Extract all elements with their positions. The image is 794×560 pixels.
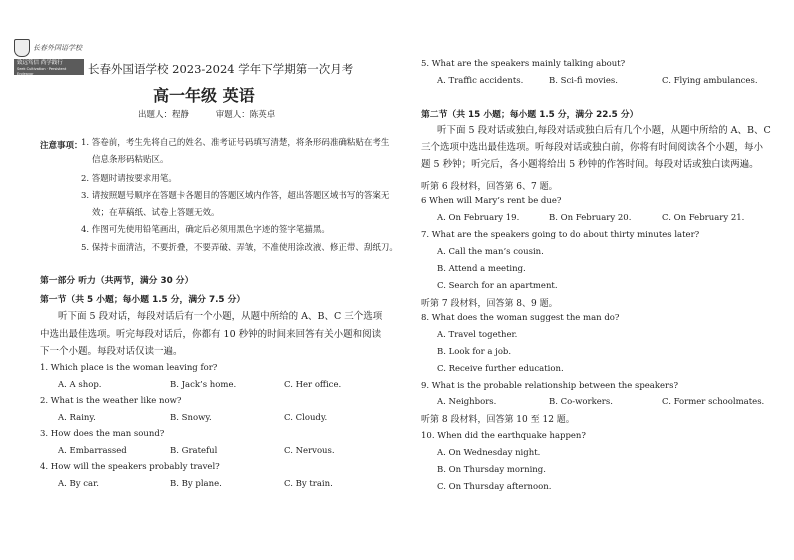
question-setter: 出题人：程静 bbox=[138, 110, 190, 120]
option-7b: B. Attend a meeting. bbox=[437, 264, 526, 274]
notice-item: 1. 答卷前，考生先将自己的姓名、准考证号码填写清楚，将条形码准确粘贴在考生 bbox=[81, 138, 390, 148]
option-9a: A. Neighbors. bbox=[437, 397, 497, 407]
option-5b: B. Sci-fi movies. bbox=[549, 76, 618, 86]
question-6: 6 When will Mary’s rent be due? bbox=[421, 196, 562, 206]
part1-heading: 第一部分 听力（共两节，满分 30 分） bbox=[40, 276, 194, 286]
question-9: 9. What is the probable relationship between the speakers? bbox=[421, 381, 679, 391]
option-6b: B. On February 20. bbox=[549, 213, 632, 223]
logo-motto: 致远笃信 尚学践行 bbox=[17, 60, 63, 66]
instruction-line: 中选出最佳选项。听完每段对话后，你都有 10 秒钟的时间来回答有关小题和阅读 bbox=[40, 329, 382, 340]
option-9b: B. Co-workers. bbox=[549, 397, 613, 407]
question-10: 10. When did the earthquake happen? bbox=[421, 431, 586, 441]
section2-heading: 第二节（共 15 小题；每小题 1.5 分，满分 22.5 分） bbox=[421, 110, 639, 120]
logo-motto-band bbox=[14, 59, 84, 75]
notice-item: 效；在草稿纸、试卷上答题无效。 bbox=[92, 208, 220, 218]
option-10c: C. On Thursday afternoon. bbox=[437, 482, 552, 492]
option-9c: C. Former schoolmates. bbox=[662, 397, 765, 407]
passage-note-7: 听第 7 段材料，回答第 8、9 题。 bbox=[421, 299, 558, 309]
option-4a: A. By car. bbox=[58, 479, 99, 489]
logo-motto-english: Seek Cultivation · Persistent Endeavor bbox=[17, 67, 67, 76]
option-5a: A. Traffic accidents. bbox=[437, 76, 524, 86]
instruction-line: 听下面 5 段对话或独白,每段对话或独白后有几个小题，从题中所给的 A、B、C bbox=[437, 125, 771, 136]
question-7: 7. What are the speakers going to do about thirty minutes later? bbox=[421, 230, 700, 240]
question-8: 8. What does the woman suggest the man do? bbox=[421, 313, 620, 323]
option-4b: B. By plane. bbox=[170, 479, 222, 489]
grade-subject: 高一年级 英语 bbox=[153, 86, 255, 105]
section1-heading: 第一节（共 5 小题；每小题 1.5 分，满分 7.5 分） bbox=[40, 295, 246, 305]
option-1b: B. Jack’s home. bbox=[170, 380, 237, 390]
option-2b: B. Snowy. bbox=[170, 413, 212, 423]
question-4: 4. How will the speakers probably travel? bbox=[40, 462, 220, 472]
option-6c: C. On February 21. bbox=[662, 213, 745, 223]
option-3c: C. Nervous. bbox=[284, 446, 335, 456]
school-crest-icon bbox=[14, 39, 30, 57]
question-5: 5. What are the speakers mainly talking about? bbox=[421, 59, 626, 69]
option-7a: A. Call the man’s cousin. bbox=[437, 247, 544, 257]
option-10a: A. On Wednesday night. bbox=[437, 448, 541, 458]
passage-note-6: 听第 6 段材料，回答第 6、7 题。 bbox=[421, 182, 558, 192]
exam-title: 长春外国语学校 2023-2024 学年下学期第一次月考 bbox=[88, 62, 354, 76]
setters-line bbox=[138, 108, 299, 120]
notice-item: 3. 请按照题号顺序在答题卡各题目的答题区域内作答，超出答题区域书写的答案无 bbox=[81, 191, 390, 201]
option-3b: B. Grateful bbox=[170, 446, 218, 456]
notice-item: 信息条形码粘贴区。 bbox=[92, 155, 169, 165]
school-logo bbox=[14, 37, 84, 77]
notice-label: 注意事项： bbox=[40, 141, 83, 151]
option-8b: B. Look for a job. bbox=[437, 347, 512, 357]
option-1a: A. A shop. bbox=[58, 380, 102, 390]
question-1: 1. Which place is the woman leaving for? bbox=[40, 363, 218, 373]
option-5c: C. Flying ambulances. bbox=[662, 76, 758, 86]
instruction-line: 听下面 5 段对话，每段对话后有一个小题，从题中所给的 A、B、C 三个选项 bbox=[58, 311, 383, 322]
option-7c: C. Search for an apartment. bbox=[437, 281, 558, 291]
notice-item: 5. 保持卡面清洁，不要折叠，不要弄破、弄皱，不准使用涂改液、修正带、刮纸刀。 bbox=[81, 243, 398, 253]
instruction-line: 下一个小题。每段对话仅读一遍。 bbox=[40, 346, 183, 357]
question-2: 2. What is the weather like now? bbox=[40, 396, 182, 406]
option-10b: B. On Thursday morning. bbox=[437, 465, 546, 475]
option-2a: A. Rainy. bbox=[58, 413, 96, 423]
passage-note-8: 听第 8 段材料，回答第 10 至 12 题。 bbox=[421, 415, 575, 425]
notice-item: 4. 作图可先使用铅笔画出，确定后必须用黑色字迹的签字笔描黑。 bbox=[81, 225, 330, 235]
option-1c: C. Her office. bbox=[284, 380, 342, 390]
option-8a: A. Travel together. bbox=[437, 330, 518, 340]
option-2c: C. Cloudy. bbox=[284, 413, 328, 423]
question-3: 3. How does the man sound? bbox=[40, 429, 165, 439]
option-4c: C. By train. bbox=[284, 479, 333, 489]
instruction-line: 三个选项中选出最佳选项。听每段对话或独白前，你将有时间阅读各个小题，每小 bbox=[421, 142, 764, 153]
logo-school-name: 长春外国语学校 bbox=[33, 44, 82, 52]
option-6a: A. On February 19. bbox=[437, 213, 520, 223]
option-3a: A. Embarrassed bbox=[58, 446, 127, 456]
instruction-line: 题 5 秒钟；听完后，各小题将给出 5 秒钟的作答时间。每段对话或独白读两遍。 bbox=[421, 159, 759, 170]
option-8c: C. Receive further education. bbox=[437, 364, 564, 374]
notice-item: 2. 答题时请按要求用笔。 bbox=[81, 174, 177, 184]
reviewer: 审题人：陈英卓 bbox=[215, 110, 276, 120]
